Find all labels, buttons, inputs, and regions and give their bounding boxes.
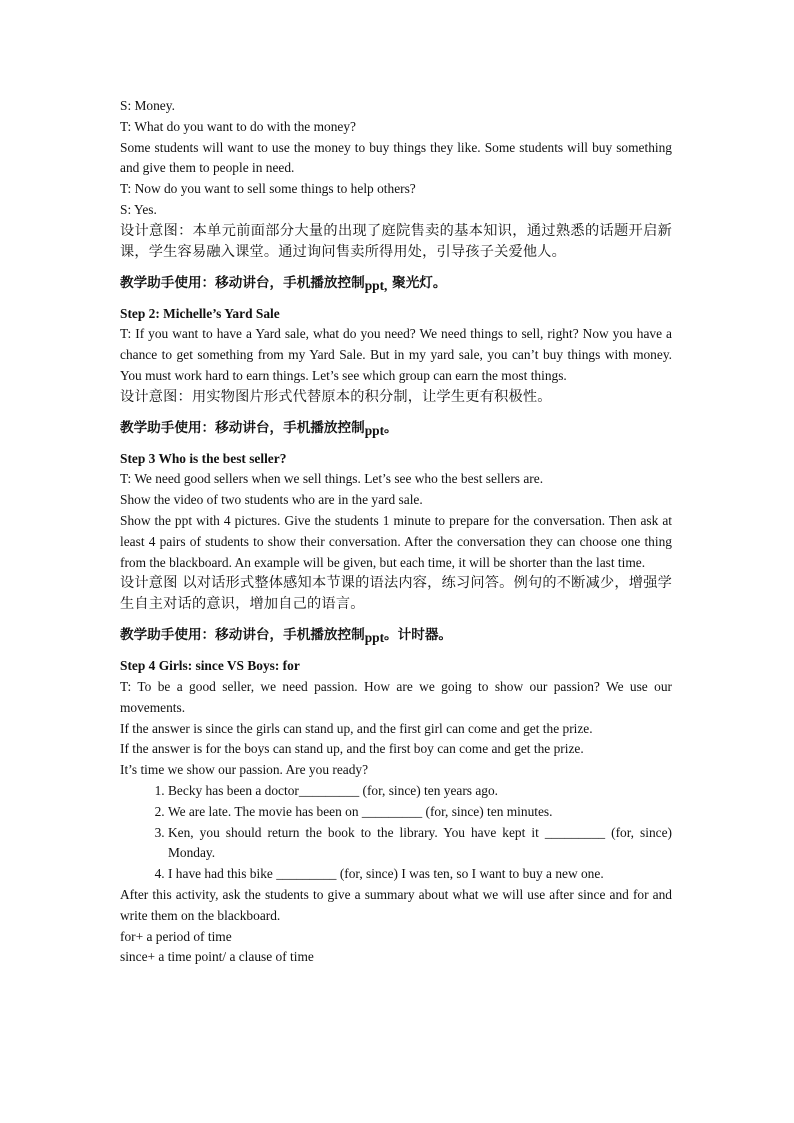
dialogue-line: T: What do you want to do with the money? [120,118,356,134]
tool-prefix: 教学助手使用：移动讲台，手机播放控制 [120,419,365,436]
tool-latin: ppt, [364,277,388,293]
teaching-tool-note [120,418,672,439]
tool-latin: ppt [364,630,385,646]
step-heading: Step 2: Michelle’s Yard Sale [120,305,280,321]
paragraph-line: If the answer is since the girls can stand up, and the first girl can come and get the prize. [120,720,593,736]
paragraph: T: If you want to have a Yard sale, what do you need? We need things to sell, right? Now you have a chance to get something from my Yard Sale. But in my yard sale, you can’t buy things with money. You must work hard to earn things. Let’s see which group can earn the most things. [120,326,672,383]
list-item: 1. Becky has been a doctor_________ (for, since) ten years ago. [168,781,672,802]
tool-suffix: 。 [384,419,398,436]
paragraph: Some students will want to use the money to buy things they like. Some students will buy something and give them to people in need. [120,139,672,176]
teaching-tool-note [120,625,672,646]
tool-latin: ppt [364,422,385,438]
tool-suffix: 聚光灯。 [387,274,447,291]
step-heading: Step 4 Girls: since VS Boys: for [120,658,300,674]
paragraph-line: It’s time we show our passion. Are you ready? [120,762,369,778]
dialogue-line: T: We need good sellers when we sell things. Let’s see who the best sellers are. [120,471,544,487]
tool-suffix: 。计时器。 [384,627,453,644]
dialogue-line: S: Money. [120,98,175,113]
grammar-rule-for: for+ a period of time [120,928,232,944]
list-item: 3. Ken, you should return the book to the library. You have kept it _________ (for, since) Monday. [168,823,672,865]
document-page [120,96,672,968]
tool-prefix: 教学助手使用：移动讲台，手机播放控制 [120,274,365,291]
step-heading: Step 3 Who is the best seller? [120,450,287,466]
design-intent: 设计意图：用实物图片形式代替原本的积分制，让学生更有积极性。 [120,388,552,405]
paragraph-line: Show the video of two students who are in the yard sale. [120,492,423,508]
list-item: 2. We are late. The movie has been on _________ (for, since) ten minutes. [168,802,672,823]
design-intent: 设计意图：本单元前面部分大量的出现了庭院售卖的基本知识，通过熟悉的话题开启新课，学生容易融入课堂。通过询问售卖所得用处，引导孩子关爱他人。 [120,222,672,260]
design-intent: 设计意图 以对话形式整体感知本节课的语法内容，练习问答。例句的不断减少，增强学生自主对话的意识，增加自己的语言。 [120,575,672,613]
tool-prefix: 教学助手使用：移动讲台，手机播放控制 [120,627,365,644]
teaching-tool-note [120,273,672,294]
paragraph: After this activity, ask the students to give a summary about what we will use after since and for and write them on the blackboard. [120,886,672,923]
exercise-list [120,781,672,885]
list-item: 4. I have had this bike _________ (for, since) I was ten, so I want to buy a new one. [168,864,672,885]
dialogue-line: S: Yes. [120,201,157,217]
paragraph: Show the ppt with 4 pictures. Give the students 1 minute to prepare for the conversation. Then ask at least 4 pairs of students to show their conversation. After the conversation they can choose one thing from the blackboard. An example will be given, but each time, it will be shorter than the last time. [120,512,672,570]
paragraph-line: If the answer is for the boys can stand up, and the first boy can come and get the prize. [120,741,584,757]
grammar-rule-since: since+ a time point/ a clause of time [120,949,314,965]
dialogue-line: T: Now do you want to sell some things to help others? [120,181,416,197]
paragraph: T: To be a good seller, we need passion. How are we going to show our passion? We use our movements. [120,678,672,715]
